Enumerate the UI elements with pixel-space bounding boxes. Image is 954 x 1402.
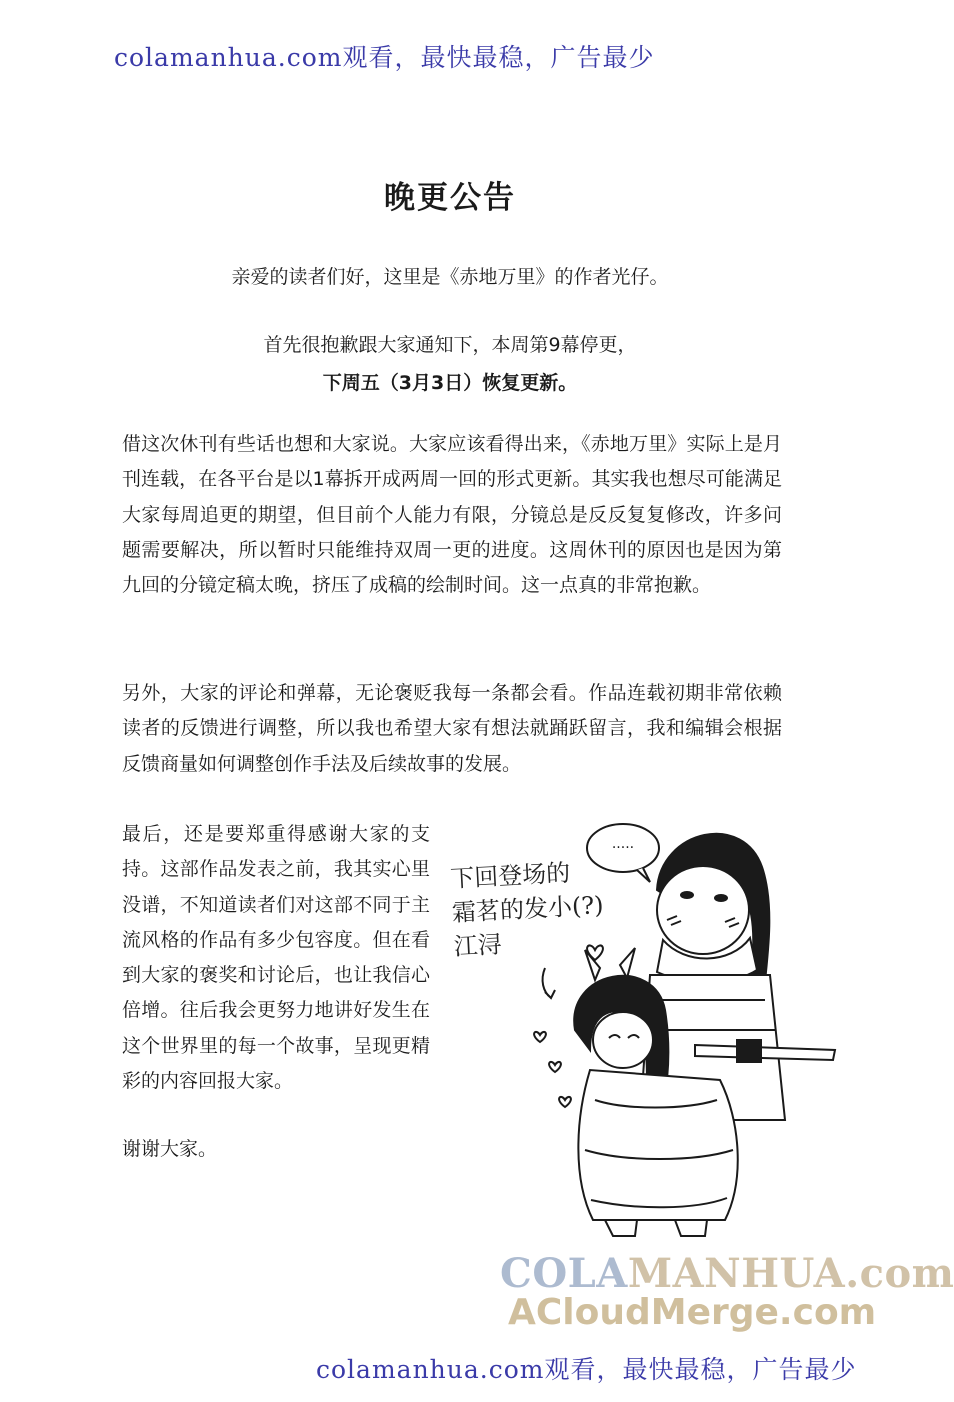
site-banner-bottom: colamanhua.com观看，最快最稳，广告最少 [316, 1355, 857, 1384]
site-banner-top: colamanhua.com观看，最快最稳，广告最少 [114, 43, 655, 72]
paragraph-explanation: 借这次休刊有些话也想和大家说。大家应该看得出来，《赤地万里》实际上是月刊连载，在各平台是以1幕拆开成两周一回的形式更新。其实我也想尽可能满足大家每周追更的期望，但目前个人能力有限，分镜总是反反复复修改，许多问题需要解决，所以暂时只能维持双周一更的进度。这周休刊的原因也是因为第九回的分镜定稿太晚，挤压了成稿的绘制时间。这一点真的非常抱歉。 [122, 433, 782, 597]
pause-notice: 首先很抱歉跟大家通知下，本周第9幕停更， [263, 334, 637, 356]
greeting-line: 亲爱的读者们好，这里是《赤地万里》的作者光仔。 [231, 266, 669, 288]
watermark-cola-part: COLA [500, 1250, 628, 1297]
handwritten-caption: 下回登场的 霜茗的发小(?) 江浔 [449, 858, 605, 961]
watermark-manhua-part: MANHUA.com [627, 1250, 954, 1297]
watermark-acloudmerge: ACloudMerge.com [508, 1292, 877, 1333]
watermark-colamanhua [500, 1250, 954, 1297]
resume-date-notice: 下周五（3月3日）恢复更新。 [322, 372, 578, 394]
paragraph-gratitude: 最后，还是要郑重得感谢大家的支持。这部作品发表之前，我其实心里没谱，不知道读者们对这部不同于主流风格的作品有多少包容度。但在看到大家的褒奖和讨论后，也让我信心倍增。往后我会更努力地讲好发生在这个世界里的每一个故事，呈现更精彩的内容回报大家。 [122, 823, 430, 1093]
notice-title: 晚更公告 [384, 180, 516, 216]
speech-bubble-dots: ····· [611, 840, 635, 856]
paragraph-feedback: 另外，大家的评论和弹幕，无论褒贬我每一条都会看。作品连载初期非常依赖读者的反馈进行调整，所以我也希望大家有想法就踊跃留言，我和编辑会根据反馈商量如何调整创作手法及后续故事的发展。 [122, 682, 782, 775]
closing-thanks: 谢谢大家。 [122, 1138, 218, 1160]
